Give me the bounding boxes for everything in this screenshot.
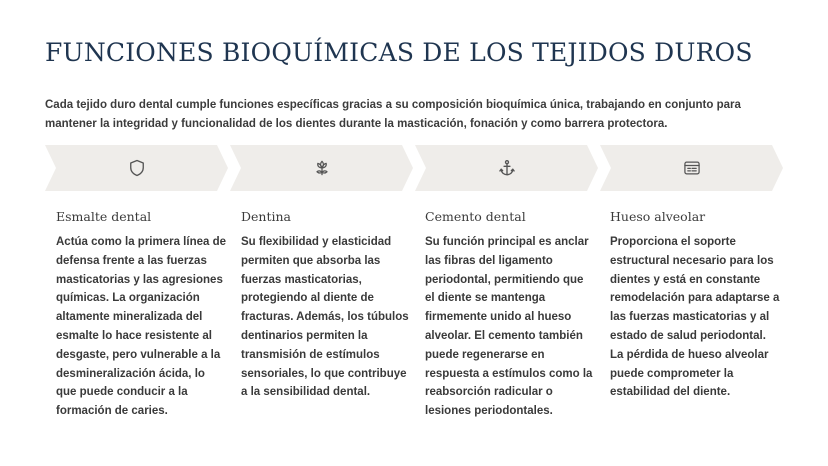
section-cemento — [425, 209, 595, 421]
chevron-hueso — [600, 145, 783, 191]
chevron-cemento — [415, 145, 598, 191]
section-hueso — [610, 209, 780, 402]
shield-icon — [127, 158, 147, 178]
section-title: Cemento dental — [425, 209, 526, 224]
section-dentina — [241, 209, 411, 402]
card-icon — [682, 158, 702, 178]
section-title: Esmalte dental — [56, 209, 152, 224]
section-text: Su flexibilidad y elasticidad permiten que absorba las fuerzas masticatorias, protegiendo al diente de fracturas. Además, los túbulos dentinarios permiten la transmisión de estímulos sensoriales, lo que contribuye a la sensibilidad dental. — [241, 236, 409, 399]
section-title: Dentina — [241, 209, 291, 224]
chevron-esmalte — [45, 145, 228, 191]
page-title: FUNCIONES BIOQUÍMICAS DE LOS TEJIDOS DUROS — [45, 38, 753, 67]
process-banner — [45, 145, 785, 191]
anchor-icon — [497, 158, 517, 178]
section-text: Actúa como la primera línea de defensa frente a las fuerzas masticatorias y las agresiones químicas. La organización altamente mineralizada del esmalte lo hace resistente al desgaste, pero vulnerable a la desmineralización ácida, lo que puede conducir a la formación de caries. — [56, 236, 227, 418]
section-text: Proporciona el soporte estructural necesario para los dientes y está en constante remodelación para adaptarse a las fuerzas masticatorias y al estado de salud periodontal. La pérdida de hueso alveolar puede comprometer la estabilidad del diente. — [610, 236, 780, 399]
intro-paragraph: Cada tejido duro dental cumple funciones específicas gracias a su composición bioquímica única, trabajando en conjunto para mantener la integridad y funcionalidad de los dientes durante la masticación, fonación y como barrera protectora. — [45, 99, 741, 130]
section-esmalte — [56, 209, 226, 421]
section-title: Hueso alveolar — [610, 209, 706, 224]
section-text: Su función principal es anclar las fibras del ligamento periodontal, permitiendo que el diente se mantenga firmemente unido al hueso alveolar. El cemento también puede regenerarse en respuesta a estímulos como la reabsorción radicular o lesiones periodontales. — [425, 236, 593, 418]
flower-icon — [312, 158, 332, 178]
chevron-dentina — [230, 145, 413, 191]
